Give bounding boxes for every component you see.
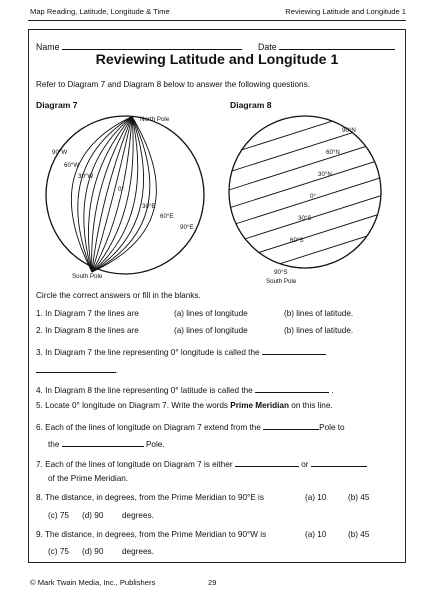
question-3-continued (36, 363, 118, 375)
q3-blank-2[interactable] (36, 363, 119, 375)
diagram8-mark: 0° (310, 193, 316, 200)
q9-option-b[interactable]: (b) 45 (348, 530, 370, 539)
q5-bold: Prime Meridian (230, 401, 289, 410)
question-3 (36, 345, 326, 357)
q3-text: 3. In Diagram 7 the line representing 0° longitude is called the (36, 348, 260, 357)
question-8: 8. The distance, in degrees, from the Prime Meridian to 90°E is (36, 493, 264, 502)
diagram7-north-pole: North Pole (140, 116, 170, 123)
diagram8-mark: 30°S (298, 215, 312, 222)
q6-line2-end: Pole. (145, 440, 165, 449)
question-9: 9. The distance, in degrees, from the Prime Meridian to 90°W is (36, 530, 267, 539)
header-left: Map Reading, Latitude, Longitude & Time (30, 7, 170, 16)
q8-option-b[interactable]: (b) 45 (348, 493, 370, 502)
q4-blank[interactable] (255, 383, 329, 393)
question-5 (36, 401, 333, 410)
diagram7-mark: 90°E (180, 224, 194, 231)
diagram8-outline (229, 116, 381, 268)
diagram8-bottom-mark: 90°S (274, 269, 288, 276)
q7-line2: of the Prime Meridian. (48, 474, 129, 483)
name-blank[interactable] (62, 40, 242, 50)
page-number: 29 (208, 578, 217, 587)
q6-line1: 6. Each of the lines of longitude on Diagram 7 extend from the (36, 423, 261, 432)
q9-option-d[interactable]: (d) 90 (82, 547, 104, 556)
diagram7-mark: 30°E (142, 203, 156, 210)
q8-option-c[interactable]: (c) 75 (48, 511, 69, 520)
q8-option-d[interactable]: (d) 90 (82, 511, 104, 520)
q8-unit: degrees. (122, 511, 154, 520)
q6-blank-2[interactable] (62, 437, 144, 447)
header-right: Reviewing Latitude and Longitude 1 (285, 7, 406, 16)
q3-end: . (116, 366, 119, 375)
diagram7-south-pole: South Pole (72, 273, 103, 280)
q6-blank-1[interactable] (263, 420, 319, 430)
diagram7-globe (36, 112, 216, 280)
q3-blank[interactable] (262, 345, 326, 355)
diagram8-mark: 30°N (318, 171, 332, 178)
date-blank[interactable] (279, 40, 395, 50)
page-title: Reviewing Latitude and Longitude 1 (95, 52, 339, 68)
footer-publisher: © Mark Twain Media, Inc., Publishers (30, 578, 156, 587)
diagram7-mark: 0° (118, 186, 124, 193)
q9-option-a[interactable]: (a) 10 (305, 530, 327, 539)
circle-instructions: Circle the correct answers or fill in the blanks. (36, 291, 201, 300)
name-label: Name (36, 42, 60, 52)
question-1: 1. In Diagram 7 the lines are (36, 309, 139, 318)
diagram8-label: Diagram 8 (230, 100, 272, 110)
diagram8-globe (226, 112, 406, 288)
date-label: Date (258, 42, 277, 52)
q9-unit: degrees. (122, 547, 154, 556)
instructions: Refer to Diagram 7 and Diagram 8 below to answer the following questions. (36, 80, 310, 89)
q5-text-after: on this line. (291, 401, 333, 410)
q9-option-c[interactable]: (c) 75 (48, 547, 69, 556)
diagram8-mark: 60°S (290, 237, 304, 244)
date-field[interactable] (258, 40, 395, 52)
q7-blank-1[interactable] (235, 457, 299, 467)
diagram7-mark: 30°W (78, 173, 94, 180)
q1-option-b[interactable]: (b) lines of latitude. (284, 309, 354, 318)
q7-blank-2[interactable] (311, 457, 367, 467)
question-4 (36, 383, 334, 395)
q8-option-a[interactable]: (a) 10 (305, 493, 327, 502)
question-2: 2. In Diagram 8 the lines are (36, 326, 139, 335)
diagram8-south-pole: South Pole (266, 278, 297, 285)
question-6-continued (48, 437, 165, 449)
diagram7-mark: 90°W (52, 149, 68, 156)
question-7 (36, 457, 367, 469)
diagram8-mark: 60°N (326, 149, 340, 156)
q5-text-before: 5. Locate 0° longitude on Diagram 7. Write the words (36, 401, 228, 410)
q7-line1: 7. Each of the lines of longitude on Diagram 7 is either (36, 460, 233, 469)
header-rule (28, 20, 406, 21)
q2-option-a[interactable]: (a) lines of longitude (174, 326, 248, 335)
name-field[interactable] (36, 40, 242, 52)
question-6 (36, 420, 345, 432)
q4-text: 4. In Diagram 8 the line representing 0° latitude is called the (36, 386, 253, 395)
q2-option-b[interactable]: (b) lines of latitude. (284, 326, 354, 335)
q6-the: the (48, 440, 60, 449)
q1-option-a[interactable]: (a) lines of longitude (174, 309, 248, 318)
diagram7-mark: 60°W (64, 162, 80, 169)
diagram8-top-mark: 90°N (342, 127, 356, 134)
diagram7-mark: 60°E (160, 213, 174, 220)
q4-end: . (331, 386, 334, 395)
q6-pole-to: Pole to (319, 423, 345, 432)
q7-or: or (301, 460, 309, 469)
diagram7-label: Diagram 7 (36, 100, 78, 110)
diagram7-outline (46, 116, 204, 274)
